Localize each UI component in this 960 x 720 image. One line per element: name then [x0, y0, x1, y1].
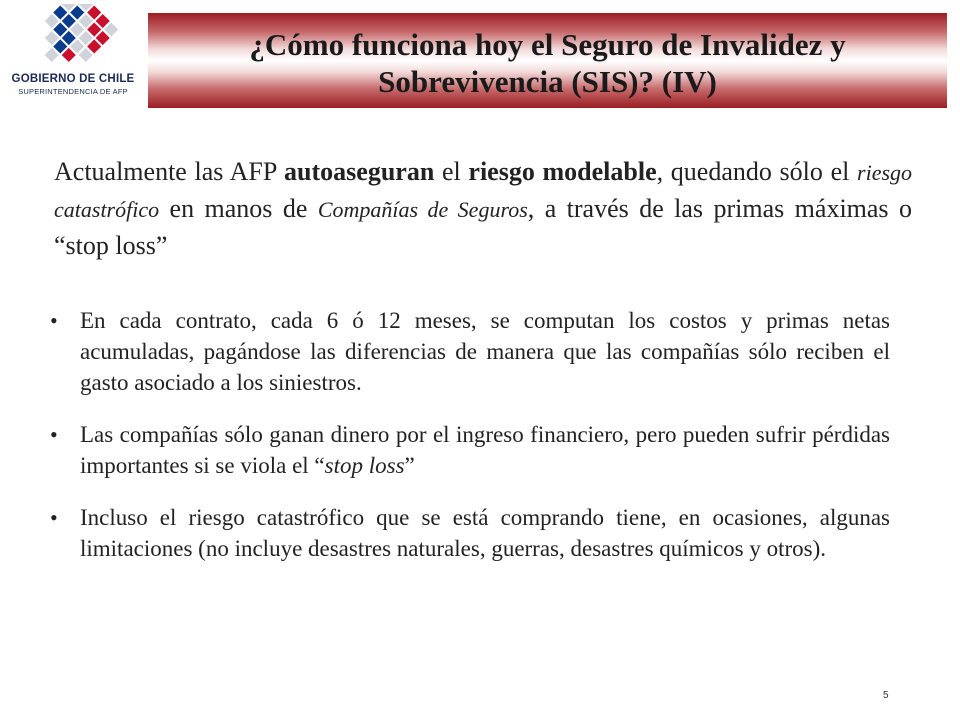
bullet-italic-stop-loss: stop loss [324, 453, 405, 478]
intro-text: , a través de las primas máximas o “stop loss” [54, 194, 912, 260]
bullet-text: Las compañías sólo ganan dinero por el ingreso financiero, pero pueden sufrir pérdidas importantes si se viola el “ [80, 422, 890, 478]
logo-subtitle: SUPERINTENDENCIA DE AFP [18, 87, 128, 96]
title-line-2: Sobrevivencia (SIS)? (IV) [378, 64, 717, 99]
bullet-list [48, 305, 890, 564]
logo-title: GOBIERNO DE CHILE [11, 73, 135, 85]
intro-text: , quedando sólo el [656, 157, 858, 186]
page-number: 5 [883, 690, 889, 701]
slide-title [148, 26, 947, 100]
intro-paragraph [54, 154, 912, 264]
bullet-item [48, 419, 890, 481]
intro-bold-autoaseguran: autoaseguran [284, 157, 435, 186]
title-banner [148, 13, 947, 108]
bullet-item [48, 305, 890, 398]
logo-emblem-icon [20, 4, 126, 72]
bullet-text: En cada contrato, cada 6 ó 12 meses, se computan los costos y primas netas acumuladas, pagándose las diferencias de manera que las compañías sólo reciben el gasto asociado a los siniestros. [80, 308, 890, 395]
bullet-item [48, 502, 890, 564]
bullet-text: Incluso el riesgo catastrófico que se está comprando tiene, en ocasiones, algunas limitaciones (no incluye desastres naturales, guerras, desastres químicos y otros). [80, 505, 890, 561]
bullet-text: ” [404, 453, 415, 478]
intro-text: en manos de [159, 194, 318, 223]
government-logo [6, 4, 136, 108]
intro-bold-riesgo-modelable: riesgo modelable [468, 157, 657, 186]
intro-italic-companias-de-seguros: Compañías de Seguros [317, 197, 528, 222]
title-line-1: ¿Cómo funciona hoy el Seguro de Invalidez y [249, 27, 846, 62]
bullet-dot-icon: • [50, 308, 58, 333]
intro-text: el [434, 157, 469, 186]
bullet-dot-icon: • [50, 422, 58, 447]
bullet-dot-icon: • [50, 505, 58, 530]
intro-text: Actualmente las AFP [54, 157, 285, 186]
intro-italic-riesgo-catastrofico: riesgo catastrófico [54, 160, 913, 222]
